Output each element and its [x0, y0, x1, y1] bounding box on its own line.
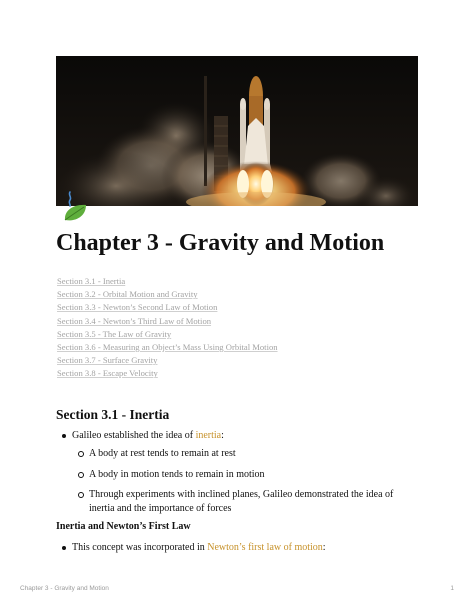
toc-item — [57, 341, 278, 354]
subsection-heading: Inertia and Newton’s First Law — [56, 521, 191, 532]
toc-item — [57, 275, 278, 288]
leaf-emoji-icon — [62, 190, 88, 224]
toc-item — [57, 328, 278, 341]
toc-item — [57, 354, 278, 367]
sub-bullet-text: A body in motion tends to remain in motion — [89, 469, 265, 480]
bullet-circle-icon — [78, 451, 84, 457]
newtons-first-law-link[interactable]: Newton’s first law of motion — [207, 542, 323, 553]
toc-link-section-3-8[interactable]: Section 3.8 - Escape Velocity — [57, 368, 158, 379]
toc-item — [57, 367, 278, 380]
footer-title: Chapter 3 - Gravity and Motion — [20, 585, 109, 592]
bullet-text: This concept was incorporated in Newton’s first law of motion: — [72, 542, 326, 553]
toc-link-section-3-4[interactable]: Section 3.4 - Newton’s Third Law of Motion — [57, 315, 212, 326]
bullet-circle-icon — [78, 492, 84, 498]
toc-link-section-3-1[interactable]: Section 3.1 - Inertia — [57, 276, 126, 286]
sub-bullet-text: A body at rest tends to remain at rest — [89, 448, 236, 459]
page-title: Chapter 3 - Gravity and Motion — [56, 230, 385, 256]
sub-bullet-text: Through experiments with inclined planes, Galileo demonstrated the idea of inertia and the importance of forces — [89, 489, 394, 514]
toc-item — [57, 288, 278, 301]
cover-image — [56, 56, 418, 206]
table-of-contents — [57, 275, 278, 381]
page-number: 1 — [450, 585, 454, 592]
inertia-link[interactable]: inertia — [195, 430, 222, 441]
bullet-text: Galileo established the idea of inertia: — [72, 430, 224, 441]
toc-item — [57, 315, 278, 328]
toc-link-section-3-7[interactable]: Section 3.7 - Surface Gravity — [57, 355, 158, 366]
bullet-circle-icon — [78, 472, 84, 478]
toc-link-section-3-3[interactable]: Section 3.3 - Newton’s Second Law of Motion — [57, 302, 218, 313]
toc-item — [57, 301, 278, 314]
toc-link-section-3-5[interactable]: Section 3.5 - The Law of Gravity — [57, 328, 172, 339]
toc-link-section-3-6[interactable]: Section 3.6 - Measuring an Object’s Mass Using Orbital Motion — [57, 341, 278, 352]
bullet-dot-icon — [62, 546, 66, 550]
toc-link-section-3-2[interactable]: Section 3.2 - Orbital Motion and Gravity — [57, 289, 198, 300]
bullet-dot-icon — [62, 434, 66, 438]
section-heading: Section 3.1 - Inertia — [56, 407, 170, 422]
